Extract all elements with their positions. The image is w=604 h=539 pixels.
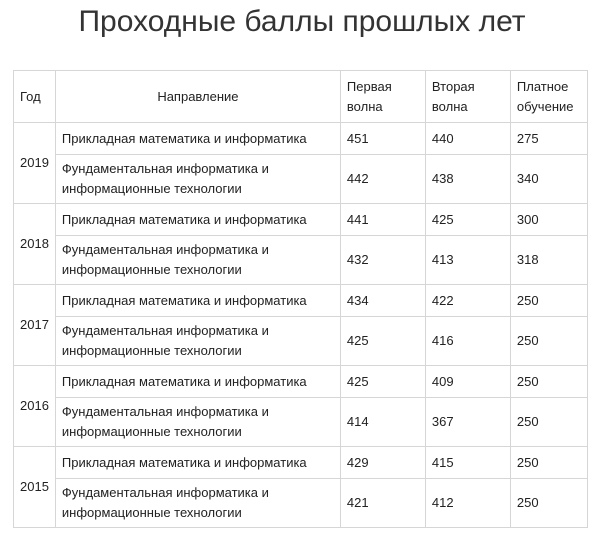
direction-line: Фундаментальная информатика и [61,404,269,419]
direction-line: информационные технологии [61,181,242,196]
first-wave-cell: 421 [340,479,425,528]
first-wave-cell: 425 [340,317,425,366]
header-year: Год [14,71,56,123]
year-cell: 2016 [14,366,56,447]
second-wave-cell: 412 [425,479,510,528]
table-row [14,479,588,528]
direction-cell [55,285,340,317]
table-header-row [14,71,588,123]
table-row [14,398,588,447]
header-first-wave-line: волна [346,98,383,114]
year-cell: 2018 [14,204,56,285]
first-wave-cell: 442 [340,155,425,204]
table-row [14,447,588,479]
direction-line: информационные технологии [61,424,242,439]
second-wave-cell: 422 [425,285,510,317]
paid-cell: 250 [510,285,587,317]
year-cell: 2015 [14,447,56,528]
first-wave-cell: 429 [340,447,425,479]
table-row [14,285,588,317]
direction-line: Прикладная математика и информатика [61,211,307,227]
second-wave-cell: 416 [425,317,510,366]
direction-line: Прикладная математика и информатика [61,130,307,146]
paid-cell: 250 [510,479,587,528]
table-body [14,123,588,528]
header-second-wave-line: Вторая [431,78,475,94]
table-row [14,123,588,155]
first-wave-cell: 414 [340,398,425,447]
table-row [14,155,588,204]
direction-line: информационные технологии [61,505,242,520]
scores-table [13,70,588,528]
table-row [14,366,588,398]
direction-cell [55,236,340,285]
direction-line: информационные технологии [61,262,242,277]
direction-line: Фундаментальная информатика и [61,242,269,257]
direction-line: Фундаментальная информатика и [61,323,269,338]
table-row [14,204,588,236]
first-wave-cell: 441 [340,204,425,236]
first-wave-cell: 434 [340,285,425,317]
header-direction: Направление [55,71,340,123]
header-second-wave-line: волна [431,98,468,114]
second-wave-cell: 415 [425,447,510,479]
table-row [14,236,588,285]
direction-line: Фундаментальная информатика и [61,161,269,176]
first-wave-cell: 451 [340,123,425,155]
direction-cell [55,204,340,236]
second-wave-cell: 413 [425,236,510,285]
second-wave-cell: 438 [425,155,510,204]
paid-cell: 318 [510,236,587,285]
first-wave-cell: 432 [340,236,425,285]
header-second-wave [425,71,510,123]
direction-cell [55,317,340,366]
direction-cell [55,398,340,447]
second-wave-cell: 409 [425,366,510,398]
direction-line: Прикладная математика и информатика [61,373,307,389]
second-wave-cell: 367 [425,398,510,447]
paid-cell: 250 [510,447,587,479]
direction-line: Фундаментальная информатика и [61,485,269,500]
paid-cell: 250 [510,398,587,447]
direction-cell [55,447,340,479]
header-paid-line: Платное [516,78,569,94]
year-cell: 2019 [14,123,56,204]
direction-line: Прикладная математика и информатика [61,292,307,308]
page-title: Проходные баллы прошлых лет [78,5,526,38]
paid-cell: 250 [510,317,587,366]
paid-cell: 300 [510,204,587,236]
second-wave-cell: 440 [425,123,510,155]
direction-cell [55,123,340,155]
second-wave-cell: 425 [425,204,510,236]
direction-cell [55,155,340,204]
first-wave-cell: 425 [340,366,425,398]
table-row [14,317,588,366]
header-paid-line: обучение [516,98,574,114]
direction-line: Прикладная математика и информатика [61,454,307,470]
direction-cell [55,479,340,528]
paid-cell: 340 [510,155,587,204]
header-paid [510,71,587,123]
header-first-wave [340,71,425,123]
direction-line: информационные технологии [61,343,242,358]
year-cell: 2017 [14,285,56,366]
header-first-wave-line: Первая [346,78,392,94]
paid-cell: 250 [510,366,587,398]
direction-cell [55,366,340,398]
paid-cell: 275 [510,123,587,155]
